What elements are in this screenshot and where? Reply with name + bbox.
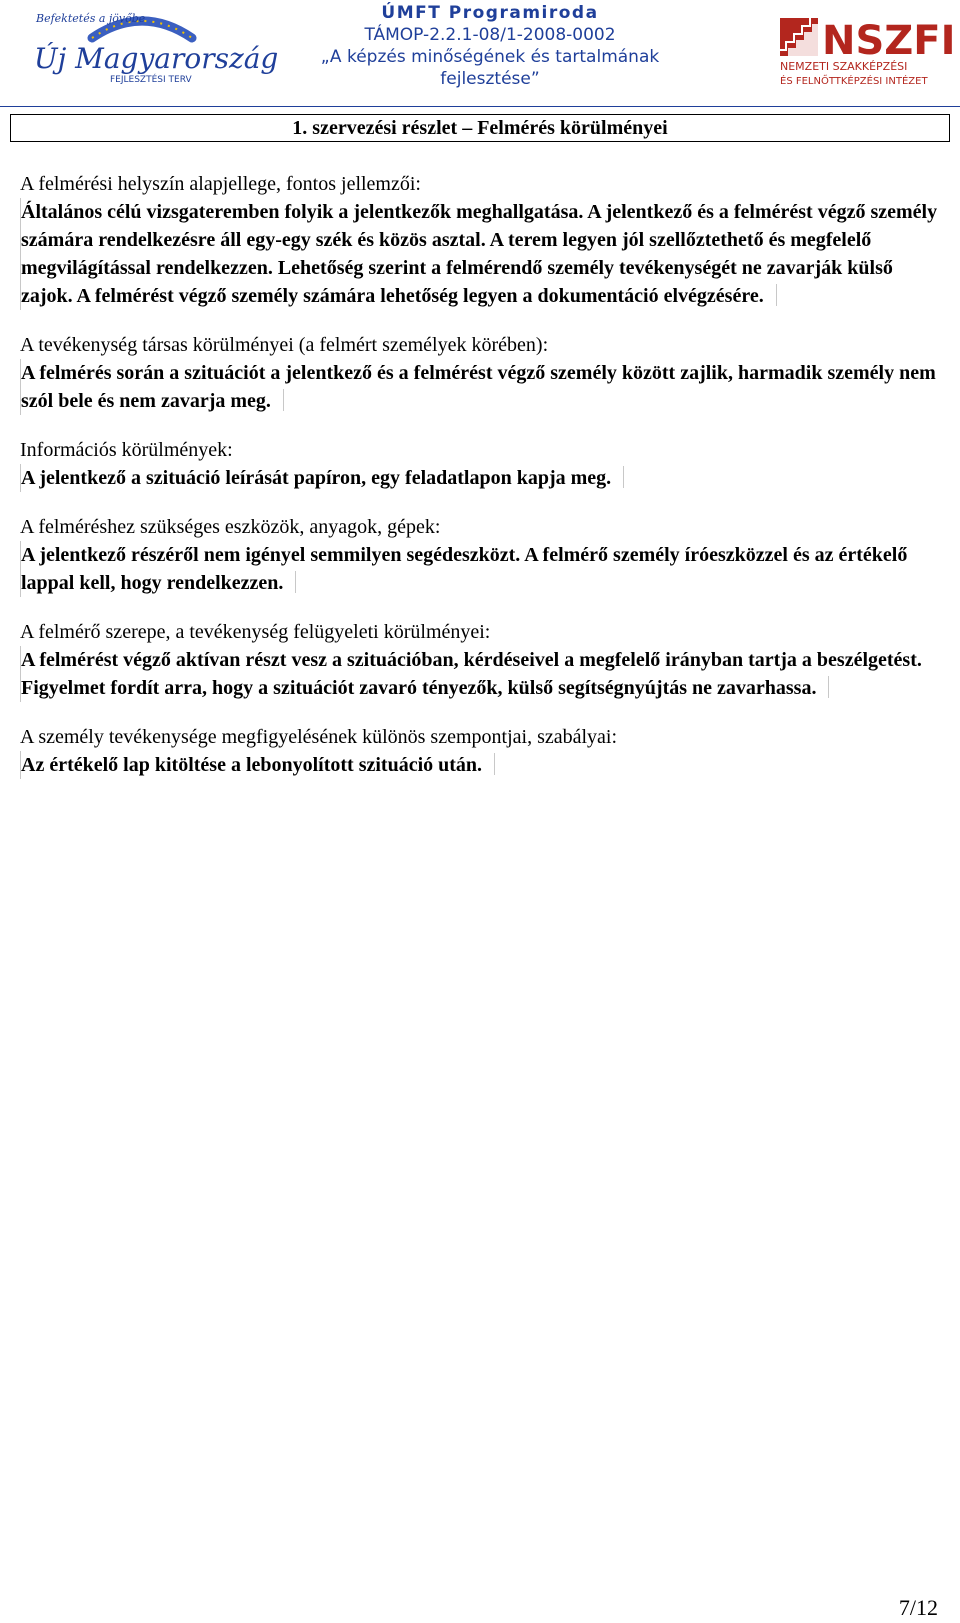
text-cursor-marker [776, 284, 777, 306]
field-answer: Általános célú vizsgateremben folyik a jelentkezők meghallgatása. A jelentkező és a felmérést végző személy számára rendelkezésre áll egy-egy szék és közös asztal. A terem legyen jól szellőztethető és megfelelő megvilágítással rendelkezzen. Lehetőség szerint a felmérendő személy tevékenységét ne zavarják külső zajok. A felmérést végző személy számára lehetőség legyen a dokumentáció elvégzésére. [20, 198, 940, 310]
logo-left-name: Új Magyarország [34, 42, 279, 75]
logo-left-sub: FEJLESZTÉSI TERV [110, 75, 192, 85]
field-block-tools [20, 513, 940, 597]
logo-right-name: NSZFI [822, 18, 956, 64]
field-label: A felmérési helyszín alapjellege, fontos jellemzői: [20, 173, 421, 195]
header-org: ÚMFT Programiroda [381, 3, 599, 23]
field-label: A felméréshez szükséges eszközök, anyagok, gépek: [20, 516, 441, 538]
field-answer: A jelentkező részéről nem igényel semmilyen segédeszközt. A felmérő személy íróeszközzel és az értékelő lappal kell, hogy rendelkezzen. [20, 541, 940, 597]
field-block-information [20, 436, 940, 492]
field-block-observation [20, 723, 940, 779]
logo-right-sub-2: ÉS FELNŐTTKÉPZÉSI INTÉZET [780, 76, 928, 87]
document-body [20, 170, 940, 800]
header-divider [0, 106, 960, 107]
field-block-supervision [20, 618, 940, 702]
text-cursor-marker [494, 753, 495, 775]
uj-magyarorszag-logo [32, 8, 279, 88]
header-project-code: TÁMOP-2.2.1-08/1-2008-0002 [364, 25, 616, 45]
page-number: 7/12 [898, 1595, 938, 1620]
page-header [0, 0, 960, 112]
header-text [300, 2, 680, 90]
field-label: A személy tevékenysége megfigyelésének különös szempontjai, szabályai: [20, 726, 618, 748]
nszfi-logo [778, 12, 956, 88]
field-answer: Az értékelő lap kitöltése a lebonyolított szituáció után. [20, 751, 940, 779]
field-answer: A felmérést végző aktívan részt vesz a szituációban, kérdéseivel a megfelelő irányban tartja a beszélgetést. Figyelmet fordít arra, hogy a szituációt zavaró tényezők, külső segítségnyújtás ne zavarhassa. [20, 646, 940, 702]
field-answer: A felmérés során a szituációt a jelentkező és a felmérést végző személy között zajlik, harmadik személy nem szól bele és nem zavarja meg. [20, 359, 940, 415]
logo-left-tagline: Befektetés a jövőbe [36, 12, 146, 25]
field-label: A tevékenység társas körülményei (a felmért személyek körében): [20, 334, 549, 356]
section-title: 1. szervezési részlet – Felmérés körülményei [10, 114, 950, 142]
text-cursor-marker [283, 389, 284, 411]
header-project-title: „A képzés minőségének és tartalmának [320, 47, 660, 67]
text-cursor-marker [623, 466, 624, 488]
field-label: Információs körülmények: [20, 439, 233, 461]
field-label: A felmérő szerepe, a tevékenység felügyeleti körülményei: [20, 621, 491, 643]
stairs-logo-icon [780, 18, 818, 56]
field-answer: A jelentkező a szituáció leírását papíron, egy feladatlapon kapja meg. [20, 464, 940, 492]
field-block-location [20, 170, 940, 310]
logo-right-sub-1: NEMZETI SZAKKÉPZÉSI [780, 60, 908, 73]
text-cursor-marker [295, 571, 296, 593]
field-block-social [20, 331, 940, 415]
text-cursor-marker [828, 676, 829, 698]
header-project-title-cont: fejlesztése” [440, 69, 540, 89]
